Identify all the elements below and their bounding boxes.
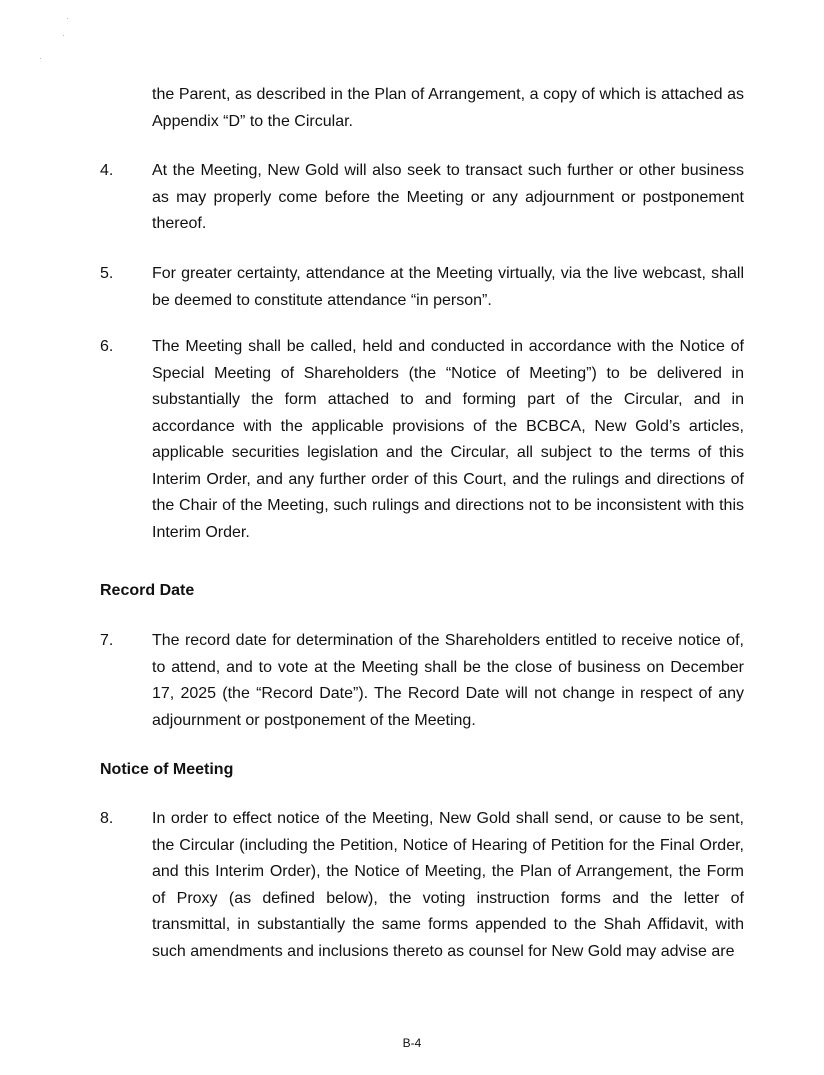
scan-speck — [67, 18, 68, 19]
paragraph-7 — [100, 628, 744, 734]
scan-speck — [63, 35, 64, 36]
paragraph-number: 6. — [100, 338, 114, 355]
paragraph-8 — [100, 806, 744, 965]
section-heading-notice-of-meeting: Notice of Meeting — [100, 761, 234, 778]
continuation-paragraph: the Parent, as described in the Plan of Arrangement, a copy of which is attached as Appendix “D” to the Circular. — [152, 86, 744, 130]
paragraph-text: In order to effect notice of the Meeting, New Gold shall send, or cause to be sent, the Circular (including the Petition, Notice of Hearing of Petition for the Final Order, and this Interim Order), the Notice of Meeting, the Plan of Arrangement, the Form of Proxy (as defined below), the voting instruction forms and the letter of transmittal, in substantially the same forms appended to the Shah Affidavit, with such amendments and inclusions thereto as counsel for New Gold may advise are — [152, 810, 744, 960]
paragraph-number: 4. — [100, 162, 114, 179]
paragraph-4 — [100, 158, 744, 238]
paragraph-text: The record date for determination of the Shareholders entitled to receive notice of, to attend, and to vote at the Meeting shall be the close of business on December 17, 2025 (the “Record Date”). The Record Date will not change in respect of any adjournment or postponement of the Meeting. — [152, 632, 744, 729]
paragraph-6 — [100, 334, 744, 546]
paragraph-number: 7. — [100, 632, 114, 649]
paragraph-number: 5. — [100, 265, 114, 282]
section-heading-record-date: Record Date — [100, 582, 195, 599]
page-number: B-4 — [402, 1036, 422, 1050]
paragraph-5 — [100, 261, 744, 314]
paragraph-number: 8. — [100, 810, 114, 827]
paragraph-text: At the Meeting, New Gold will also seek to transact such further or other business as may properly come before the Meeting or any adjournment or postponement thereof. — [152, 162, 744, 232]
paragraph-text: The Meeting shall be called, held and conducted in accordance with the Notice of Special Meeting of Shareholders (the “Notice of Meeting”) to be delivered in substantially the form attached to and forming part of the Circular, and in accordance with the applicable provisions of the BCBCA, New Gold’s articles, applicable securities legislation and the Circular, all subject to the terms of this Interim Order, and any further order of this Court, and the rulings and directions of the Chair of the Meeting, such rulings and directions not to be inconsistent with this Interim Order. — [152, 338, 744, 541]
scan-speck — [40, 58, 41, 59]
paragraph-text: For greater certainty, attendance at the Meeting virtually, via the live webcast, shall be deemed to constitute attendance “in person”. — [152, 265, 744, 309]
